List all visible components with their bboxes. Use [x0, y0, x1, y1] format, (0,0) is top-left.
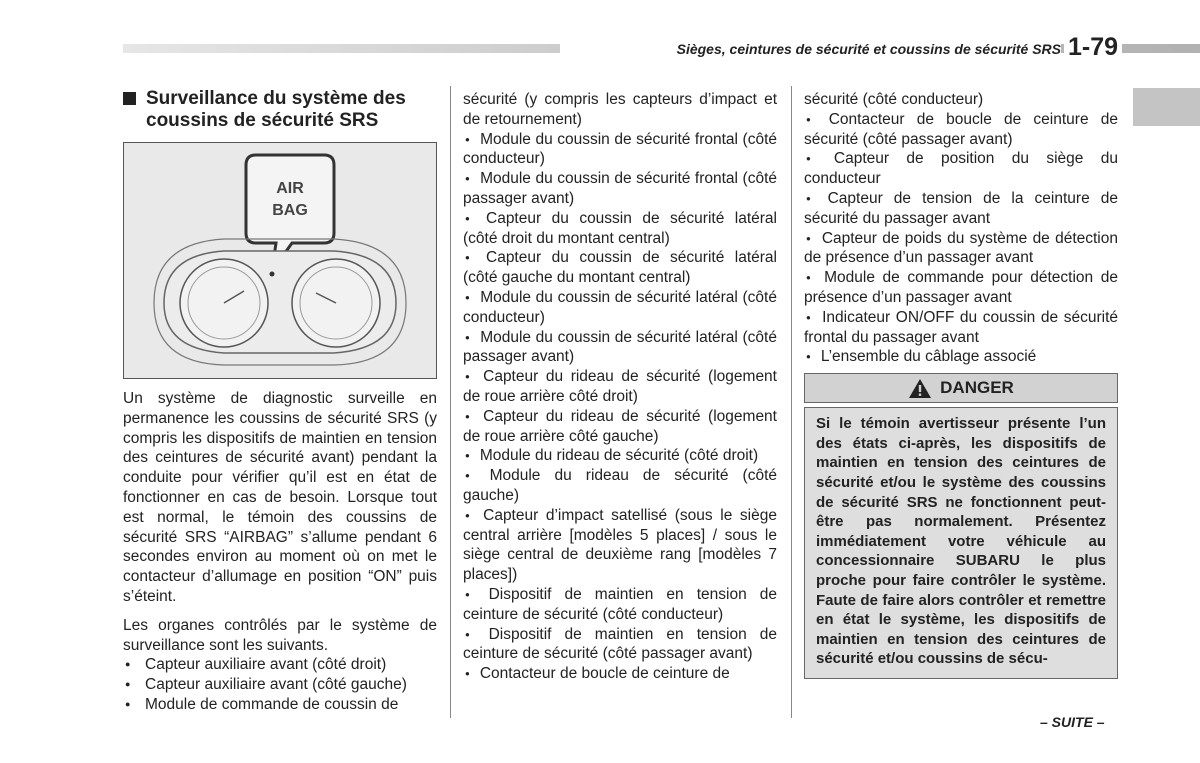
section-heading-text: Surveillance du système des coussins de sécurité SRS	[146, 88, 406, 131]
instrument-cluster-drawing	[124, 143, 436, 378]
list-item: ● Capteur d’impact satellisé (sous le siège central arrière [modèles 5 places] / sous le siège central de deuxième rang [modèles 7 places])	[463, 506, 777, 584]
list-item: ● Capteur de position du siège du conducteur	[804, 150, 1118, 188]
danger-text: Si le témoin avertisseur présente l’un des états ci-après, les dispositifs de maintien en tension des ceintures de sécurité et/ou le système des coussins de sécurité SRS ne fonctionnent peut-être pas normalement. Présentez immédiatement votre véhicule au concessionnaire SUBARU le plus proche pour faire contrôler le système. Faute de faire alors contrôler et remettre en état le système, les dispositifs de maintien en tension des ceintures de sécurité et/ou coussins de sécu-	[804, 407, 1118, 679]
monitored-items-list	[804, 110, 1118, 367]
list-item: ● Capteur du rideau de sécurité (logement de roue arrière côté gauche)	[463, 407, 777, 445]
list-item: ● Contacteur de boucle de ceinture de sécurité (côté passager avant)	[804, 110, 1118, 148]
list-item: ● Capteur auxiliaire avant (côté droit)	[123, 655, 437, 675]
monitored-items-list	[123, 655, 437, 714]
callout-label-line1: AIR	[276, 180, 304, 197]
list-item: ● Module de commande pour détection de présence d’un passager avant	[804, 269, 1118, 306]
column-divider	[450, 86, 451, 718]
column-divider	[791, 86, 792, 718]
list-continuation: sécurité (y compris les capteurs d’impact et de retournement)	[463, 91, 777, 128]
list-continuation: sécurité (côté conducteur)	[804, 91, 984, 108]
list-item: ● Capteur du coussin de sécurité latéral (côté gauche du montant central)	[463, 249, 777, 287]
list-item: ● Contacteur de boucle de ceinture de	[465, 665, 730, 683]
square-bullet-icon	[123, 92, 136, 105]
list-item: ● Module du coussin de sécurité latéral (côté passager avant)	[463, 328, 777, 366]
list-item: ● Capteur auxiliaire avant (côté gauche)	[123, 675, 437, 695]
list-item: ● Module de commande de coussin de	[123, 695, 437, 715]
list-item: ● Dispositif de maintien en tension de ceinture de sécurité (côté conducteur)	[463, 585, 777, 623]
column-left	[123, 88, 437, 715]
warning-triangle-icon	[908, 378, 932, 399]
section-heading	[123, 88, 437, 132]
callout-label-line2: BAG	[272, 202, 308, 219]
list-item: ● Module du rideau de sécurité (côté gauche)	[463, 467, 777, 504]
column-middle	[463, 90, 777, 684]
list-item: ● Module du rideau de sécurité (côté droit)	[465, 447, 759, 465]
list-item: ● Module du coussin de sécurité frontal (côté conducteur)	[463, 130, 777, 168]
list-item: ● Capteur du coussin de sécurité latéral (côté droit du montant central)	[463, 209, 777, 247]
monitored-items-list	[463, 130, 777, 684]
list-item: ● Dispositif de maintien en tension de ceinture de sécurité (côté passager avant)	[463, 625, 777, 663]
instrument-cluster-illustration	[123, 142, 437, 379]
list-item: ● Module du coussin de sécurité frontal (côté passager avant)	[463, 170, 777, 207]
list-item: ● Capteur de tension de la ceinture de sécurité du passager avant	[804, 189, 1118, 227]
danger-header	[804, 373, 1118, 403]
list-item: ● L’ensemble du câblage associé	[806, 348, 1037, 366]
list-item: ● Capteur de poids du système de détection de présence d’un passager avant	[804, 229, 1118, 267]
page-number: 1-79	[1064, 33, 1122, 62]
list-item: ● Indicateur ON/OFF du coussin de sécurité frontal du passager avant	[804, 308, 1118, 346]
continued-marker: – SUITE –	[1040, 714, 1105, 730]
danger-label: DANGER	[940, 378, 1014, 398]
monitored-items-intro: Les organes contrôlés par le système de surveillance sont les suivants.	[123, 616, 437, 654]
running-header-title: Sièges, ceintures de sécurité et coussins de sécurité SRS	[560, 41, 1061, 57]
list-item: ● Module du coussin de sécurité latéral (côté conducteur)	[463, 288, 777, 326]
intro-paragraph: Un système de diagnostic surveille en permanence les coussins de sécurité SRS (y compris les dispositifs de maintien en tension des ceintures de sécurité avant) pendant la conduite pour vérifier qu’il est en état de fonctionner en cas de besoin. Lorsque tout est normal, le témoin des coussins de sécurité SRS “AIRBAG” s’allume pendant 6 secondes environ au moment où on met le contacteur d’allumage en position “ON” puis s’éteint.	[123, 390, 437, 605]
chapter-thumb-tab	[1133, 88, 1200, 126]
column-right	[804, 90, 1118, 679]
list-item: ● Capteur du rideau de sécurité (logement de roue arrière côté droit)	[463, 368, 777, 405]
